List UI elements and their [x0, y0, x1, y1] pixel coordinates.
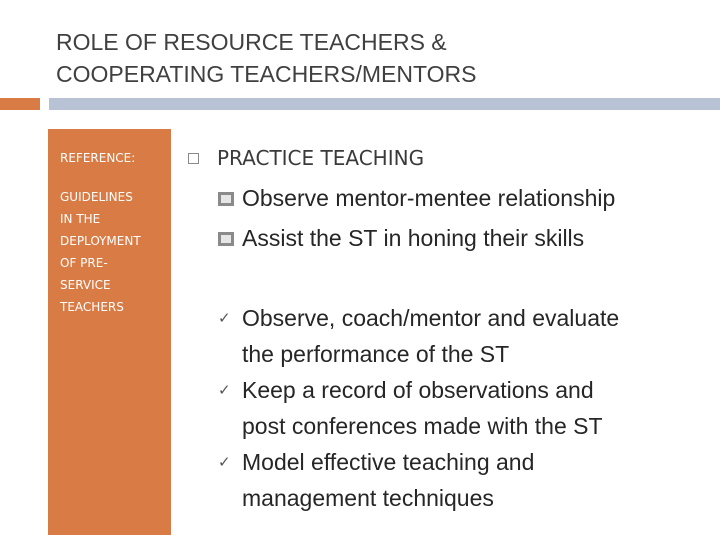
practice-teaching-heading [188, 146, 424, 170]
filled-square-bullet-icon [218, 232, 234, 246]
checklist-line: management techniques [242, 485, 494, 511]
checklist-item [218, 444, 718, 516]
checklist [218, 300, 718, 516]
checklist-item-text [242, 300, 619, 372]
checklist-item [218, 372, 718, 444]
slide-title-line-1: ROLE OF RESOURCE TEACHERS & [56, 29, 447, 55]
sub-bullet-text: Assist the ST in honing their skills [242, 225, 585, 251]
sub-bullet-item [218, 185, 615, 212]
checklist-line: Keep a record of observations and [242, 377, 594, 403]
slide-body [188, 0, 720, 540]
checklist-item [218, 300, 718, 372]
checklist-line: the performance of the ST [242, 341, 510, 367]
checklist-line: Observe, coach/mentor and evaluate [242, 305, 620, 331]
guidelines-line: DEPLOYMENT [60, 234, 141, 248]
checklist-item-text [242, 444, 534, 516]
checklist-line: Model effective teaching and [242, 449, 535, 475]
hollow-square-bullet-icon [188, 153, 199, 164]
guidelines-line: OF PRE- [60, 256, 108, 270]
checkmark-icon: ✓ [218, 309, 231, 327]
filled-square-bullet-icon [218, 192, 234, 206]
heading-text: PRACTICE TEACHING [217, 146, 425, 170]
checkmark-icon: ✓ [218, 381, 231, 399]
sub-bullet-item [218, 225, 584, 252]
guidelines-line: TEACHERS [60, 300, 124, 314]
checklist-item-text [242, 372, 603, 444]
checklist-line: post conferences made with the ST [242, 413, 603, 439]
checkmark-icon: ✓ [218, 453, 231, 471]
slide-title-line-2: COOPERATING TEACHERS/MENTORS [56, 61, 477, 87]
guidelines-text [60, 186, 163, 318]
guidelines-line: GUIDELINES [60, 190, 133, 204]
title-divider-accent [0, 98, 40, 110]
reference-sidebar [48, 129, 171, 535]
reference-label: REFERENCE: [60, 151, 136, 165]
guidelines-line: SERVICE [60, 278, 111, 292]
guidelines-line: IN THE [60, 212, 101, 226]
sub-bullet-text: Observe mentor-mentee relationship [242, 185, 616, 211]
